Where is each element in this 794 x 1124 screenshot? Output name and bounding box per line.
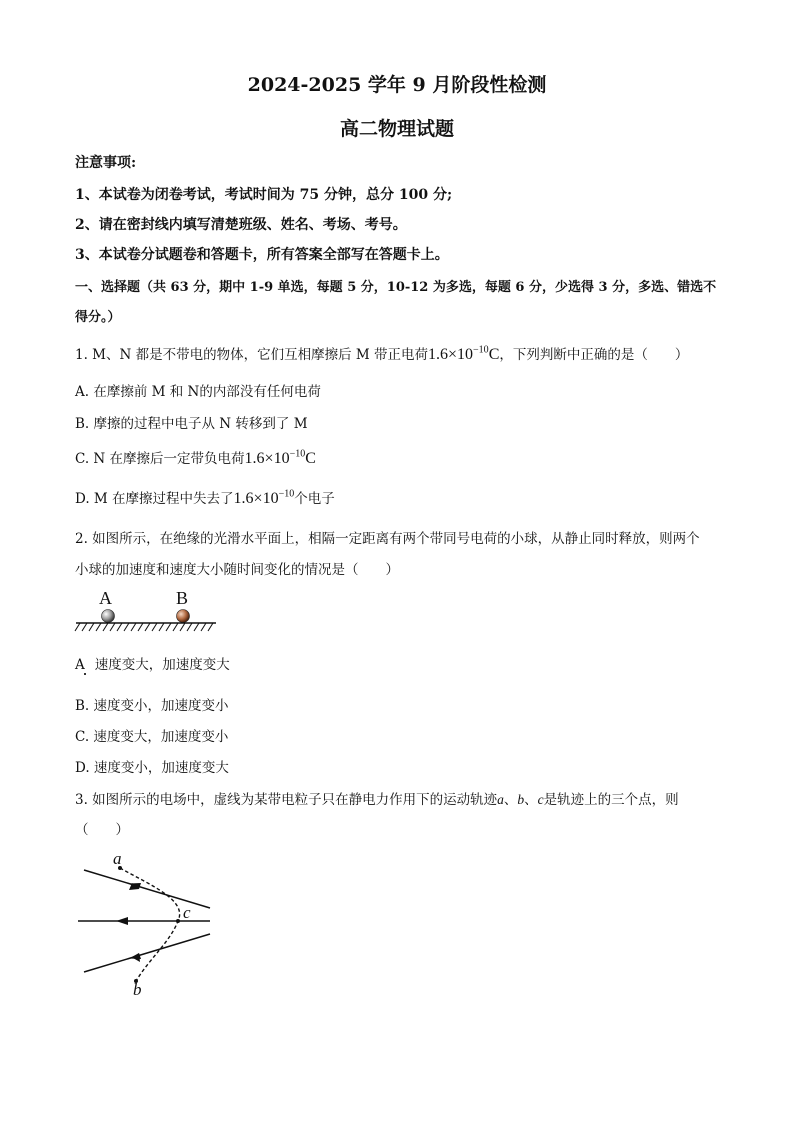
q2-stem-line2: 小球的加速度和速度大小随时间变化的情况是（ ） — [75, 562, 399, 578]
q3-dot-c — [176, 919, 180, 923]
q3-arrow-middle — [116, 917, 128, 925]
q3-point-a: a — [497, 792, 504, 807]
q1-stem — [75, 343, 688, 364]
q1-option-a: A. 在摩擦前 M 和 N的内部没有任何电荷 — [75, 384, 321, 400]
q2-option-d: D. 速度变小，加速度变大 — [75, 760, 229, 776]
q2-stem-line1: 2. 如图所示，在绝缘的光滑水平面上，相隔一定距离有两个带同号电荷的小球，从静止同时释放，则两个 — [75, 531, 700, 547]
q1-stem-pre: 1. M、N 都是不带电的物体，它们互相摩擦后 M 带正电荷 — [75, 347, 429, 363]
q3-stem-line1: 3. 如图所示的电场中，虚线为某带电粒子只在静电力作用下的运动轨迹a、b、c是轨迹上的三个点，则 — [75, 792, 679, 808]
q2-option-a-text: 速度变大，加速度变大 — [94, 657, 230, 673]
q2-option-a — [75, 653, 230, 673]
q2-option-a-dot — [84, 673, 86, 675]
q3-point-c: c — [537, 792, 544, 807]
q2-option-a-letter: A — [75, 657, 85, 673]
q2-figure — [70, 585, 230, 637]
q2-ball-a — [102, 610, 115, 623]
notes-item-3: 3、本试卷分试题卷和答题卡，所有答案全部写在答题卡上。 — [75, 247, 449, 263]
q3-point-b: b — [517, 792, 525, 807]
exam-subtitle: 高二物理试题 — [339, 118, 454, 140]
q3-label-a: a — [113, 850, 122, 868]
q3-trajectory — [120, 868, 180, 981]
q3-label-b: b — [133, 980, 142, 999]
notes-item-1: 1、本试卷为闭卷考试，考试时间为 75 分钟，总分 100 分; — [75, 187, 453, 203]
q3-trajectory-arrow-bottom — [133, 953, 140, 962]
q3-field-line-top — [84, 870, 210, 908]
q3-label-c: c — [183, 903, 191, 922]
exam-title: 2024-2025 学年 9 月阶段性检测 — [247, 74, 547, 96]
q2-option-b: B. 速度变小，加速度变小 — [75, 698, 229, 714]
q1-option-c: C. N 在摩擦后一定带负电荷$1.6\times 10^{-10}C$ — [75, 448, 316, 467]
notes-heading: 注意事项: — [75, 155, 137, 171]
section-heading-line2: 得分。） — [75, 310, 121, 325]
q2-label-a: A — [99, 588, 112, 608]
section-heading-line1: 一、选择题（共 63 分，期中 1-9 单选，每题 5 分，10-12 为多选，每题 6 分，少选得 3 分，多选、错选不 — [75, 280, 717, 295]
q2-ball-b — [177, 610, 190, 623]
q1-option-b: B. 摩擦的过程中电子从 N 转移到了 M — [75, 416, 308, 432]
q1-charge: $1.6\times 10^{-10}C$ — [428, 344, 500, 363]
q3-stem-line2: （ ） — [75, 822, 129, 838]
q1-option-d: D. M 在摩擦过程中失去了$1.6\times 10^{-10}$个电子 — [75, 488, 335, 507]
q2-option-c: C. 速度变大，加速度变小 — [75, 729, 229, 745]
q2-label-b: B — [176, 588, 189, 608]
notes-item-2: 2、请在密封线内填写清楚班级、姓名、考场、考号。 — [75, 217, 407, 233]
q1-stem-post: ，下列判断中正确的是（ ） — [499, 347, 689, 363]
q2-ground-hatch — [75, 623, 213, 631]
q3-figure — [70, 850, 230, 1000]
